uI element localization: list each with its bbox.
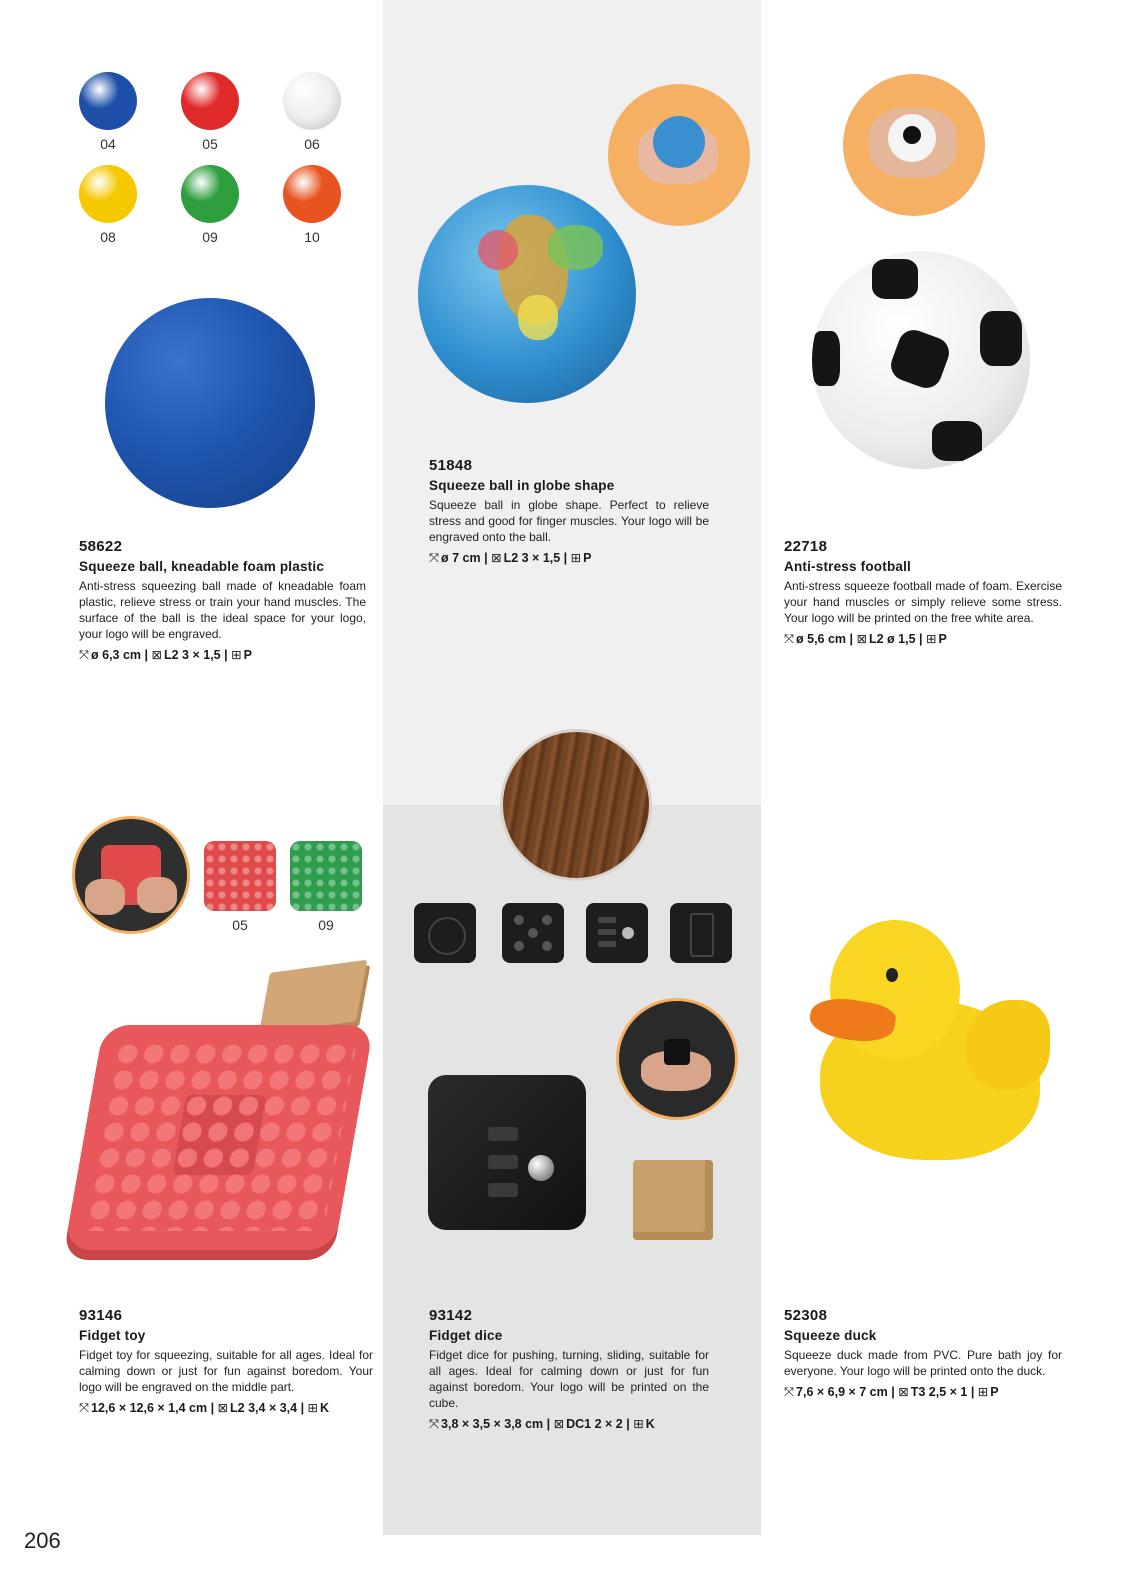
fidget-dice-variant-1 (414, 903, 476, 963)
color-swatch-08 (79, 165, 137, 223)
product-print: L2 3 × 1,5 (163, 648, 221, 662)
wood-surface-photo (500, 729, 652, 881)
product-size: ø 6,3 cm (91, 648, 142, 662)
color-swatch-04 (79, 72, 137, 130)
fidget-toy-image (64, 1025, 374, 1250)
globe-ball-image (418, 185, 636, 403)
product-description: Fidget dice for pushing, turning, sliding, suitable for all ages. Ideal for calming down or just for fun against boredom. Your logo will be printed on the cube. (429, 1348, 709, 1410)
packaging-icon: ⊞ (307, 1401, 319, 1415)
product-code: 93146 (79, 1307, 123, 1324)
product-size: 3,8 × 3,5 × 3,8 cm (441, 1417, 544, 1431)
product-specs: ⤧ ø 6,3 cm | ⊠ L2 3 × 1,5 | ⊞ P (79, 648, 252, 662)
color-code-label: 05 (232, 917, 248, 933)
product-pack: P (990, 1385, 999, 1399)
cardboard-box-image (633, 1160, 713, 1240)
packaging-icon: ⊞ (977, 1385, 989, 1399)
hand-squeezing-globe-photo (608, 84, 750, 226)
packaging-icon: ⊞ (925, 632, 937, 646)
product-title: Squeeze ball, kneadable foam plastic (79, 559, 325, 574)
product-specs: ⤧ ø 5,6 cm | ⊠ L2 ø 1,5 | ⊞ P (784, 632, 947, 646)
product-print: DC1 2 × 2 (566, 1417, 623, 1431)
product-pack: P (583, 551, 592, 565)
fidget-color-swatch-05 (204, 841, 276, 911)
packaging-icon: ⊞ (570, 551, 582, 565)
fidget-dice-image (428, 1075, 586, 1230)
product-title: Anti-stress football (784, 559, 912, 574)
fidget-color-swatch-09 (290, 841, 362, 911)
product-specs: ⤧ 12,6 × 12,6 × 1,4 cm | ⊠ L2 3,4 × 3,4 | ⊞ K (79, 1401, 330, 1415)
product-code: 52308 (784, 1307, 828, 1324)
product-code: 58622 (79, 538, 123, 555)
hands-holding-dice-photo (616, 998, 738, 1120)
dimension-icon: ⤧ (429, 551, 440, 565)
product-print: L2 3,4 × 3,4 (230, 1401, 298, 1415)
imprint-icon: ⊠ (898, 1385, 909, 1399)
engraved-wood-sample-image (259, 960, 368, 1034)
product-code: 51848 (429, 457, 473, 474)
imprint-icon: ⊠ (217, 1401, 229, 1415)
fidget-dice-variant-3 (586, 903, 648, 963)
color-code-label: 04 (100, 136, 116, 152)
dimension-icon: ⤧ (79, 648, 90, 662)
product-specs: ⤧ 3,8 × 3,5 × 3,8 cm | ⊠ DC1 2 × 2 | ⊞ K (429, 1417, 655, 1431)
product-title: Squeeze ball in globe shape (429, 478, 615, 493)
packaging-icon: ⊞ (633, 1417, 644, 1431)
dimension-icon: ⤧ (784, 1385, 795, 1399)
product-title: Fidget toy (79, 1328, 146, 1343)
color-code-label: 10 (304, 229, 320, 245)
product-size: ø 7 cm (441, 551, 481, 565)
product-print: T3 2,5 × 1 (910, 1385, 968, 1399)
product-pack: P (938, 632, 947, 646)
fidget-dice-variant-4 (670, 903, 732, 963)
product-print: L2 3 × 1,5 (503, 551, 561, 565)
product-specs: ⤧ ø 7 cm | ⊠ L2 3 × 1,5 | ⊞ P (429, 551, 592, 565)
color-code-label: 09 (202, 229, 218, 245)
product-pack: K (645, 1417, 655, 1431)
dimension-icon: ⤧ (784, 632, 795, 646)
color-code-label: 05 (202, 136, 218, 152)
blue-ball-image (105, 298, 315, 508)
packaging-icon: ⊞ (231, 648, 242, 662)
color-code-label: 06 (304, 136, 320, 152)
product-specs: ⤧ 7,6 × 6,9 × 7 cm | ⊠ T3 2,5 × 1 | ⊞ P (784, 1385, 999, 1399)
color-swatch-10 (283, 165, 341, 223)
dimension-icon: ⤧ (429, 1417, 440, 1431)
color-swatch-06 (283, 72, 341, 130)
dimension-icon: ⤧ (79, 1401, 90, 1415)
football-image (812, 251, 1030, 469)
color-code-label: 08 (100, 229, 116, 245)
imprint-icon: ⊠ (553, 1417, 565, 1431)
imprint-icon: ⊠ (151, 648, 162, 662)
product-title: Squeeze duck (784, 1328, 877, 1343)
product-pack: P (243, 648, 252, 662)
imprint-icon: ⊠ (856, 632, 867, 646)
product-93142 (429, 1307, 709, 1432)
product-52308 (784, 1307, 1062, 1400)
color-swatch-05 (181, 72, 239, 130)
product-print: L2 ø 1,5 (868, 632, 916, 646)
product-description: Squeeze duck made from PVC. Pure bath joy for everyone. Your logo will be printed onto the duck. (784, 1348, 1062, 1378)
page-number: 206 (24, 1528, 61, 1553)
product-title: Fidget dice (429, 1328, 503, 1343)
product-code: 93142 (429, 1307, 473, 1324)
product-22718 (784, 538, 1062, 647)
color-swatch-09 (181, 165, 239, 223)
hand-squeezing-football-photo (843, 74, 985, 216)
product-description: Squeeze ball in globe shape. Perfect to relieve stress and good for finger muscles. Your logo will be engraved onto the ball. (429, 498, 709, 544)
squeeze-duck-image (790, 920, 1070, 1170)
color-code-label: 09 (318, 917, 334, 933)
product-code: 22718 (784, 538, 828, 555)
fidget-dice-variant-2 (502, 903, 564, 963)
product-58622 (79, 538, 366, 663)
imprint-icon: ⊠ (491, 551, 502, 565)
hands-pressing-fidget-photo (72, 816, 190, 934)
product-size: 7,6 × 6,9 × 7 cm (796, 1385, 888, 1399)
product-description: Anti-stress squeezing ball made of kneadable foam plastic, relieve stress or train your hand muscles. The surface of the ball is the ideal space for your logo, your logo will be engraved. (79, 579, 366, 641)
product-description: Anti-stress squeeze football made of foam. Exercise your hand muscles or simply relieve some stress. Your logo will be printed on the free white area. (784, 579, 1062, 625)
product-pack: K (320, 1401, 330, 1415)
product-size: ø 5,6 cm (796, 632, 847, 646)
product-description: Fidget toy for squeezing, suitable for all ages. Ideal for calming down or just for fun against boredom. Your logo will be engraved on the middle part. (79, 1348, 373, 1394)
product-size: 12,6 × 12,6 × 1,4 cm (91, 1401, 208, 1415)
product-51848 (429, 457, 709, 566)
product-93146 (79, 1307, 373, 1416)
